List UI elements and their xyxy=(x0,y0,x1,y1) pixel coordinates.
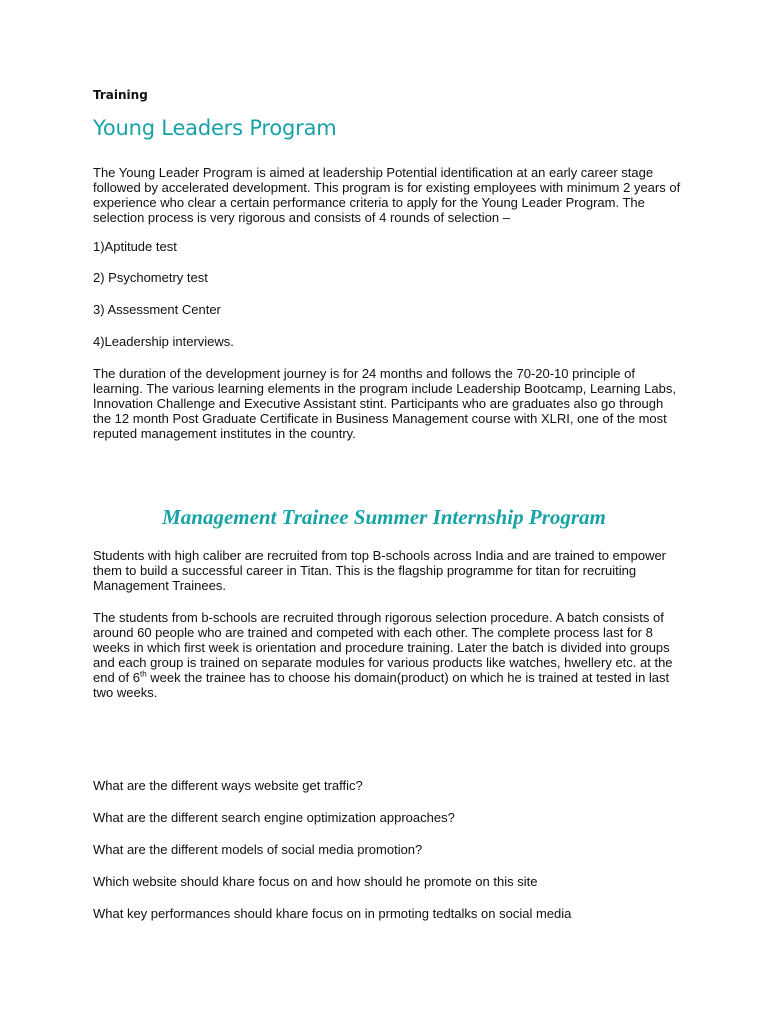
round-item-1: 1)Aptitude test xyxy=(93,239,177,254)
internship-paragraph-1: Students with high caliber are recruited from top B-schools across India and are trained to empower them to build a successful career in Titan. This is the flagship programme for titan for recruiting Management Trainees. xyxy=(93,548,667,593)
young-leaders-duration: The duration of the development journey is for 24 months and follows the 70-20-10 principle of learning. The various learning elements in the program include Leadership Bootcamp, Learning Labs, Innovation Challenge and Executive Assistant stint. Participants who are graduates also go through the 12 month Post Graduate Certificate in Business Management course with XLRI, one of the most reputed management institutes in the country. xyxy=(93,366,676,441)
round-item-4: 4)Leadership interviews. xyxy=(93,334,234,349)
question-5: What key performances should khare focus on in prmoting tedtalks on social media xyxy=(93,906,572,921)
round-item-2: 2) Psychometry test xyxy=(93,270,208,285)
question-2: What are the different search engine optimization approaches? xyxy=(93,810,455,825)
ordinal-suffix: th xyxy=(140,669,147,679)
section-label: Training xyxy=(93,88,148,102)
internship-paragraph-2 xyxy=(93,610,683,700)
round-item-3: 3) Assessment Center xyxy=(93,302,221,317)
internship-program-title: Management Trainee Summer Internship Program xyxy=(162,505,606,529)
question-4: Which website should khare focus on and how should he promote on this site xyxy=(93,874,538,889)
young-leaders-intro: The Young Leader Program is aimed at leadership Potential identification at an early career stage followed by accelerated development. This program is for existing employees with minimum 2 years of experience who clear a certain performance criteria to apply for the Young Leader Program. The selection process is very rigorous and consists of 4 rounds of selection – xyxy=(93,165,681,225)
internship-paragraph-2-part-a: The students from b-schools are recruited through rigorous selection procedure. A batch consists of around 60 people who are trained and competed with each other. The complete process last for 8 weeks in which first week is orientation and procedure training. Later the batch is divided into groups and each group is trained on separate modules for various products like watches, hwellery etc. at the end of 6 xyxy=(93,610,673,685)
question-3: What are the different models of social media promotion? xyxy=(93,842,423,857)
young-leaders-title: Young Leaders Program xyxy=(93,116,337,140)
internship-paragraph-2-part-b: week the trainee has to choose his domain(product) on which he is trained at tested in last two weeks. xyxy=(93,670,670,700)
question-1: What are the different ways website get traffic? xyxy=(93,778,363,793)
